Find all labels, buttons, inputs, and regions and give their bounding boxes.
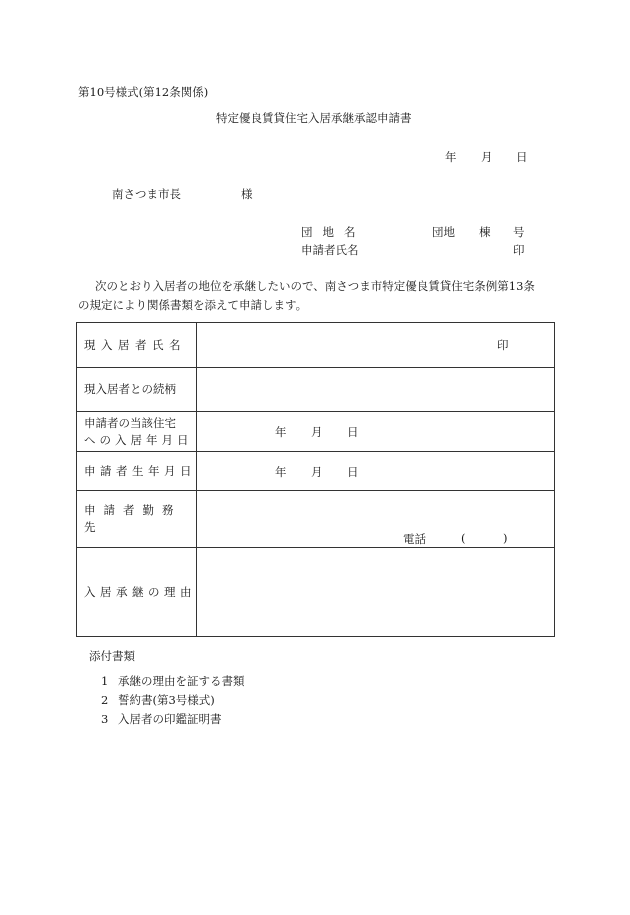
table-row: [77, 548, 555, 637]
table-row: [77, 491, 555, 548]
attachment-number: 2: [101, 693, 109, 707]
request-statement-line1: 次のとおり入居者の地位を承継したいので、南さつま市特定優良賃貸住宅条例第13条: [95, 279, 535, 293]
phone-label: 電話: [403, 532, 426, 546]
current-resident-name-field[interactable]: [197, 323, 555, 368]
move-in-date-label-line2: への入居年月日: [84, 432, 193, 447]
applicant-birthdate-field[interactable]: [197, 452, 555, 491]
phone-paren-open: (: [461, 531, 466, 545]
attachment-text: 誓約書(第3号様式): [118, 693, 215, 707]
table-row: [77, 412, 555, 452]
danchi-word: 団地: [432, 225, 455, 239]
workplace-label: 申請者勤務先: [77, 491, 197, 548]
relationship-field[interactable]: [197, 368, 555, 412]
attachment-number: 3: [101, 712, 109, 726]
attachments-title: 添付書類: [89, 649, 135, 663]
birth-day-label: 日: [347, 465, 359, 479]
form-number: 第10号様式(第12条関係): [78, 85, 209, 99]
move-in-day-label: 日: [347, 425, 359, 439]
request-statement: [78, 277, 558, 315]
current-resident-name-label: 現入居者氏名: [77, 323, 197, 368]
attachment-item: [101, 692, 215, 708]
attachment-item: [101, 711, 222, 727]
relationship-label: 現入居者との続柄: [77, 368, 197, 412]
application-table: [76, 322, 555, 637]
attachment-text: 承継の理由を証する書類: [118, 674, 245, 688]
date-month-label: 月: [481, 150, 493, 164]
form-title: 特定優良賃貸住宅入居承継承認申請書: [216, 111, 412, 125]
building-label: 棟: [479, 225, 491, 239]
move-in-date-label: [77, 412, 197, 452]
workplace-field[interactable]: [197, 491, 555, 548]
move-in-date-field[interactable]: [197, 412, 555, 452]
applicant-name-label: 申請者氏名: [301, 243, 359, 257]
succession-reason-field[interactable]: [197, 548, 555, 637]
resident-seal-mark: 印: [497, 338, 509, 352]
table-row: [77, 452, 555, 491]
phone-paren-close: ): [503, 531, 508, 545]
attachment-item: [101, 673, 245, 689]
table-row: [77, 323, 555, 368]
date-day-label: 日: [516, 150, 528, 164]
succession-reason-label: 入居承継の理由: [77, 548, 197, 637]
danchi-name-label: 団地名: [301, 225, 366, 239]
date-year-label: 年: [445, 150, 457, 164]
applicant-seal-mark: 印: [513, 243, 525, 257]
request-statement-line2: の規定により関係書類を添えて申請します。: [78, 298, 308, 312]
addressee-name: 南さつま市長: [112, 187, 181, 201]
attachment-text: 入居者の印鑑証明書: [118, 712, 222, 726]
applicant-birthdate-label: 申請者生年月日: [77, 452, 197, 491]
unit-number-label: 号: [513, 225, 525, 239]
birth-month-label: 月: [311, 465, 323, 479]
move-in-month-label: 月: [311, 425, 323, 439]
addressee-honorific: 様: [241, 187, 253, 201]
table-row: [77, 368, 555, 412]
birth-year-label: 年: [275, 465, 287, 479]
move-in-date-label-line1: 申請者の当該住宅: [84, 415, 176, 430]
attachment-number: 1: [101, 674, 109, 688]
move-in-year-label: 年: [275, 425, 287, 439]
